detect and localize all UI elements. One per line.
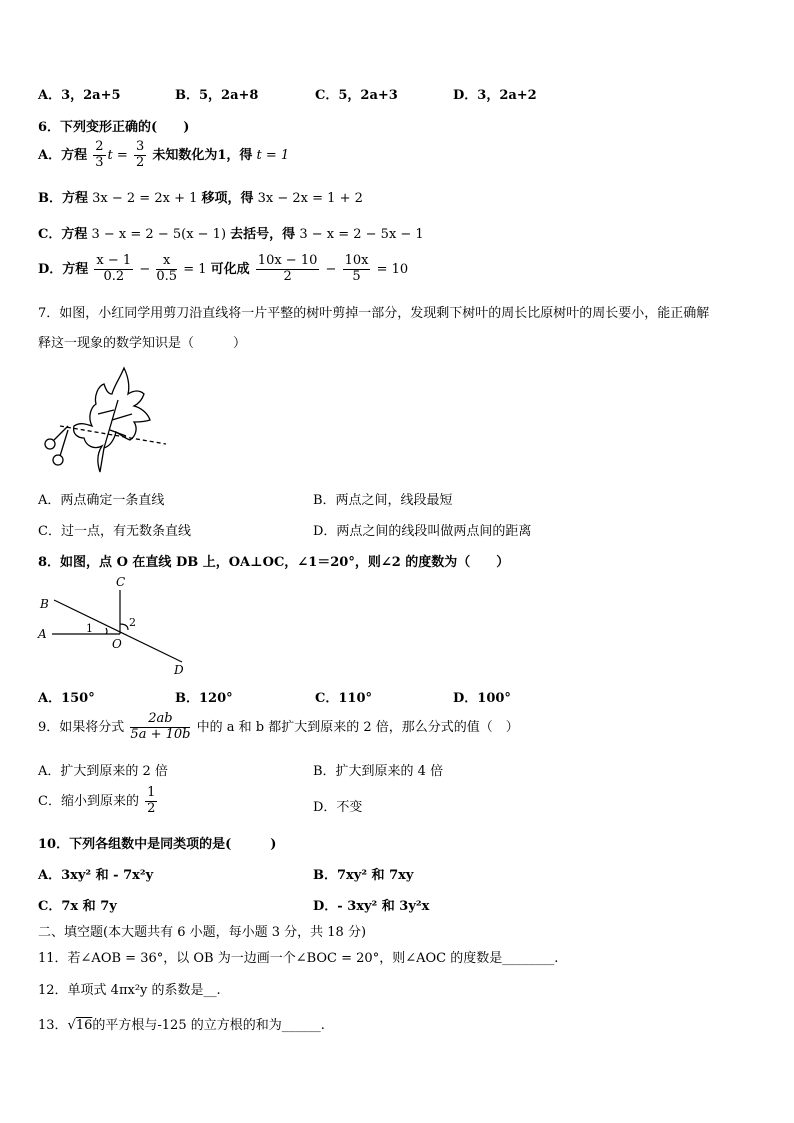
scissors-blades [54, 426, 68, 456]
angle-1-arc [106, 628, 107, 634]
q9-option-d: D．不变 [313, 800, 363, 815]
q7-option-d: D．两点之间的线段叫做两点间的距离 [313, 524, 532, 539]
q7-option-a: A．两点确定一条直线 [38, 493, 165, 508]
line-bd [54, 600, 182, 662]
q8-stem: 8．如图，点 O 在直线 DB 上，OA⊥OC，∠1＝20°，则∠2 的度数为（ ） [38, 555, 510, 570]
q10-option-b: B．7xy² 和 7xy [313, 868, 414, 883]
q6-option-b: B．方程 3x − 2 = 2x + 1 移项，得 3x − 2x = 1 + 2 [38, 191, 363, 206]
q8-option-d: D．100° [453, 691, 511, 706]
label-angle-1: 1 [86, 622, 93, 635]
q13: 13．√16的平方根与-125 的立方根的和为______. [38, 1018, 325, 1033]
q8-option-a: A．150° [38, 691, 95, 706]
q7-stem-line2: 释这一现象的数学知识是（ ） [38, 336, 247, 351]
q10-option-c: C．7x 和 7y [38, 899, 117, 914]
q8-option-c: C．110° [315, 691, 372, 706]
q5-option-c: C．5，2a+3 [315, 88, 398, 103]
q7-stem-line1: 7．如图，小红同学用剪刀沿直线将一片平整的树叶剪掉一部分，发现剩下树叶的周长比原树叶的周长要小，能正确解 [38, 306, 710, 321]
label-angle-2: 2 [129, 616, 136, 629]
q7-option-c: C．过一点，有无数条直线 [38, 524, 191, 539]
q6-option-d: D．方程 $\frac{x - 1}{0.2}$ − $\frac{x}{0.5}$ = 1 可化成 $\frac{10x - 10}{2}$ − $\frac{10x}{5}$ = 10 [38, 253, 409, 284]
q9-option-b: B．扩大到原来的 4 倍 [313, 764, 444, 779]
q6-option-a: A．方程 $\frac{2}{3}$ t = $\frac{3}{2}$ 未知数化为1，得 t = 1 [38, 139, 290, 170]
q11: 11．若∠AOB = 36°，以 OB 为一边画一个∠BOC = 20°，则∠AOC 的度数是________. [38, 951, 559, 966]
label-a: A [38, 627, 47, 641]
q5-option-b: B．5，2a+8 [175, 88, 259, 103]
leaf-vein [104, 400, 118, 448]
section-2-heading: 二、填空题(本大题共有 6 小题，每小题 3 分，共 18 分) [38, 925, 367, 940]
q9-stem: 9．如果将分式 $\frac{2ab}{5a + 10b}$ 中的 a 和 b 都扩大到原来的 2 倍，那么分式的值（ ） [38, 711, 519, 742]
q7-option-b: B．两点之间，线段最短 [313, 493, 453, 508]
q9-option-a: A．扩大到原来的 2 倍 [38, 764, 168, 779]
q5-option-d: D．3，2a+2 [453, 88, 537, 103]
q12: 12．单项式 4πx²y 的系数是__. [38, 983, 221, 998]
q6-stem: 6．下列变形正确的( ) [38, 120, 190, 135]
label-d: D [174, 663, 184, 677]
q10-option-a: A．3xy² 和 - 7x²y [38, 868, 154, 883]
sqrt-icon: √ [67, 1018, 76, 1033]
label-c: C [116, 575, 126, 589]
leaf-scissors-figure [38, 360, 178, 478]
angle-figure [34, 572, 194, 680]
q9-option-c: C．缩小到原来的 $\frac{1}{2}$ [38, 785, 156, 816]
q10-stem: 10．下列各组数中是同类项的是( ) [38, 837, 277, 852]
q5-option-a: A．3，2a+5 [38, 88, 121, 103]
label-o: O [112, 637, 122, 651]
q8-option-b: B．120° [175, 691, 233, 706]
label-b: B [40, 597, 49, 611]
q10-option-d: D．- 3xy² 和 3y²x [313, 899, 430, 914]
scissors-ring-1 [45, 439, 55, 449]
angle-2-arc [120, 624, 128, 630]
scissors-ring-2 [53, 455, 63, 465]
q6-option-c: C．方程 3 − x = 2 − 5(x − 1) 去括号，得 3 − x = 2 − 5x − 1 [38, 227, 424, 242]
leaf-veins [98, 410, 132, 436]
